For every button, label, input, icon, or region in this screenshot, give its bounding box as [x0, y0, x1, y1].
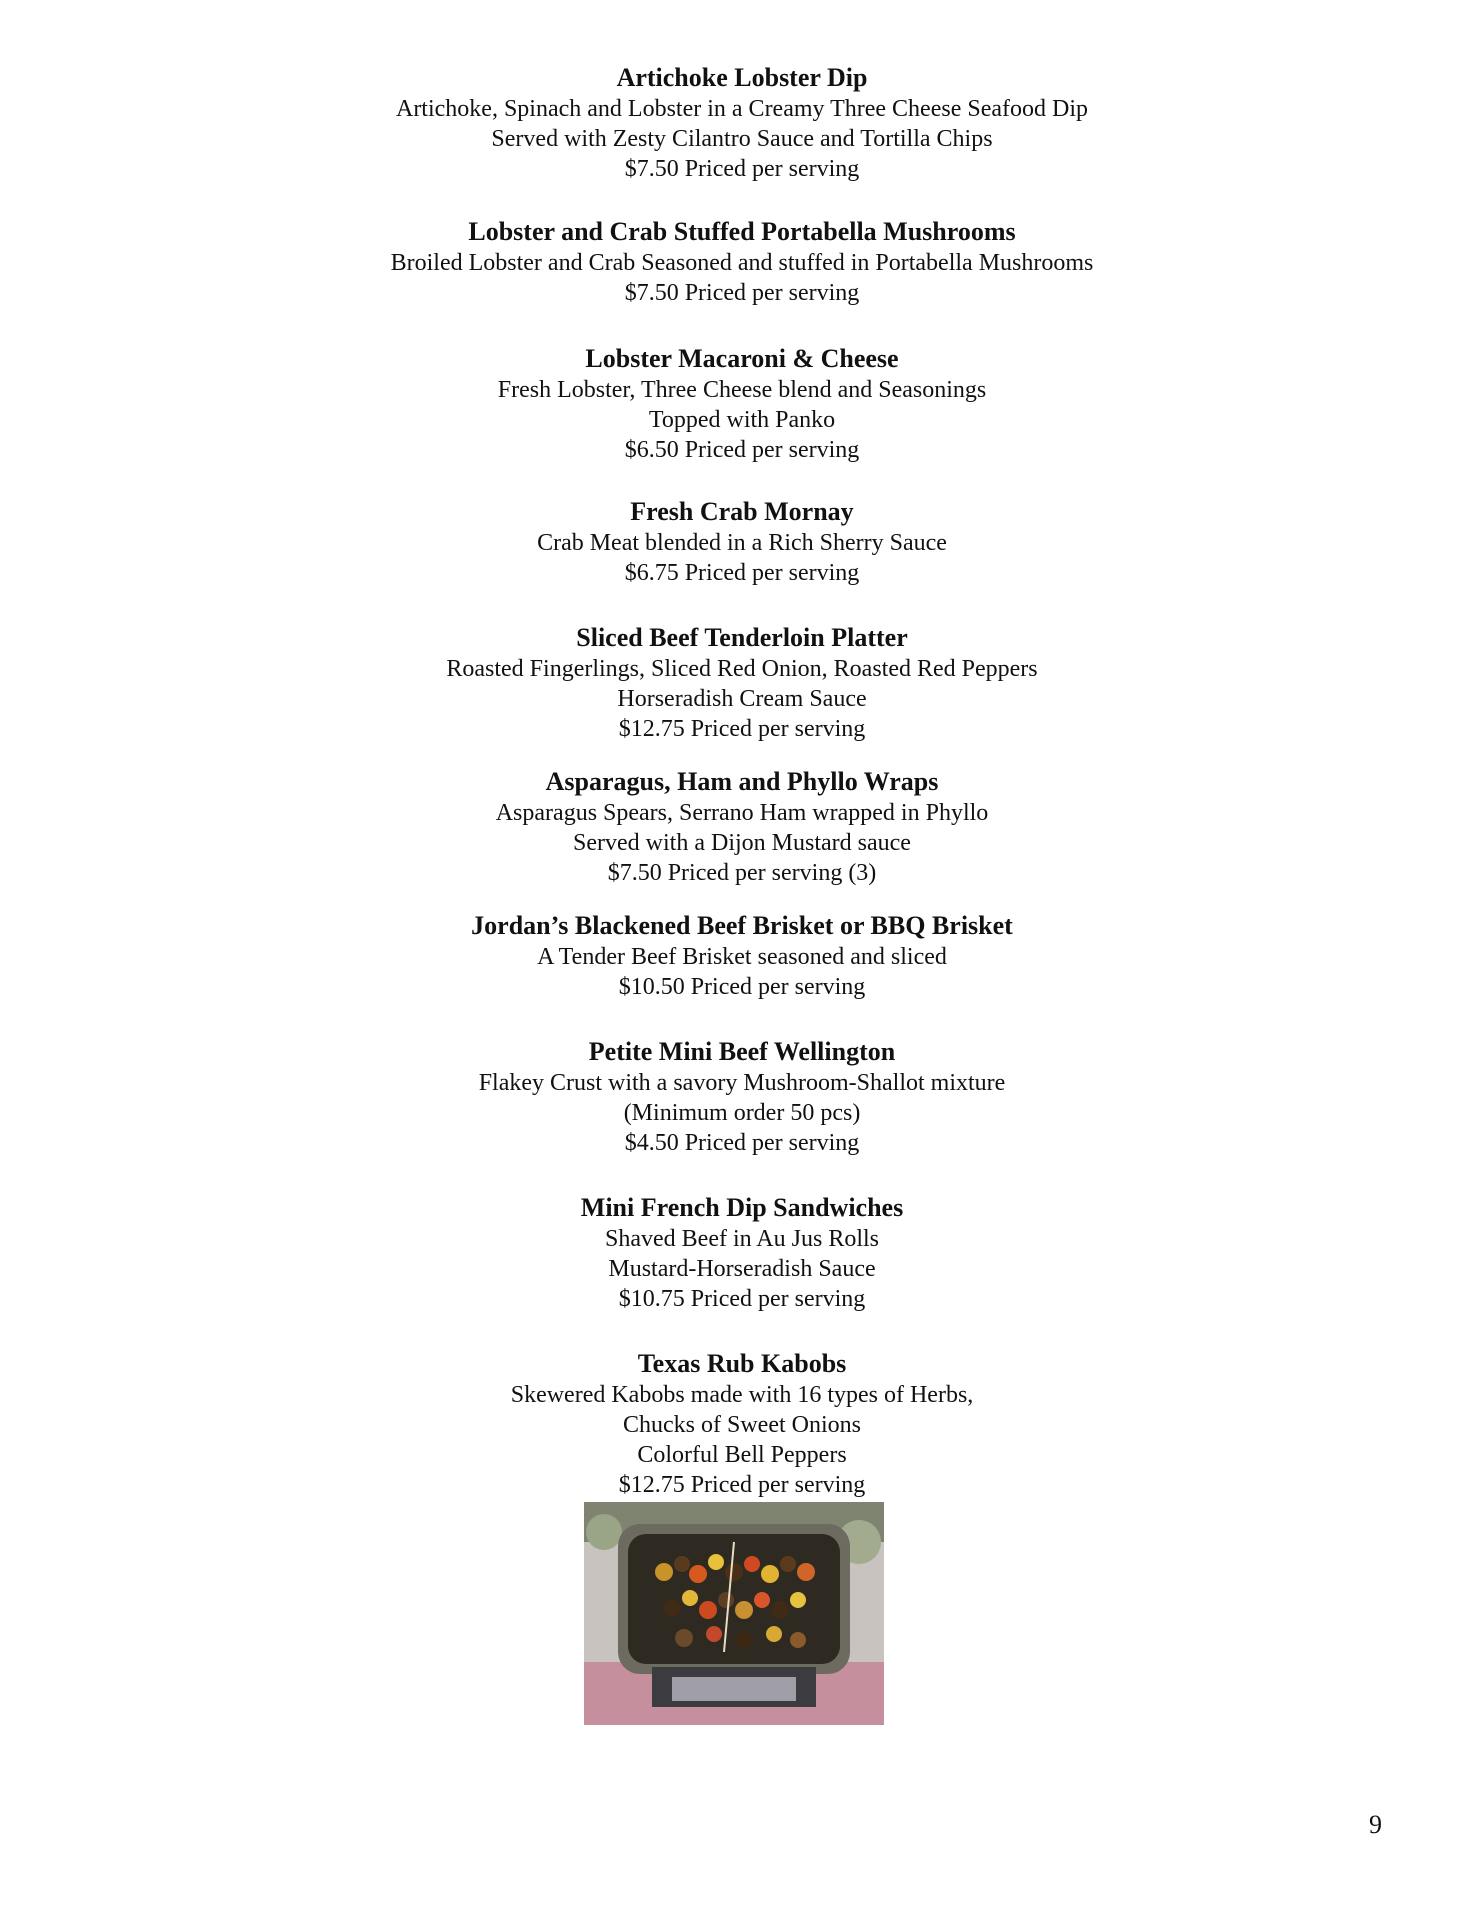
item-description: Served with a Dijon Mustard sauce: [573, 830, 911, 856]
menu-item-artichoke-lobster-dip: [0, 62, 1484, 184]
item-price: $6.50 Priced per serving: [624, 437, 860, 463]
item-description: A Tender Beef Brisket seasoned and sliced: [537, 944, 947, 970]
kabobs-photo-illustration: [584, 1502, 884, 1725]
menu-item-lobster-mac-cheese: [0, 343, 1484, 465]
item-description: Skewered Kabobs made with 16 types of Herbs,: [510, 1382, 974, 1408]
item-title: Sliced Beef Tenderloin Platter: [576, 623, 908, 652]
item-title: Mini French Dip Sandwiches: [580, 1193, 904, 1222]
item-description: Broiled Lobster and Crab Seasoned and stuffed in Portabella Mushrooms: [390, 250, 1094, 276]
item-description: Horseradish Cream Sauce: [617, 686, 867, 712]
item-price: $4.50 Priced per serving: [624, 1130, 860, 1156]
menu-item-texas-rub-kabobs: [0, 1348, 1484, 1500]
page-number: 9: [1369, 1810, 1382, 1839]
item-description: (Minimum order 50 pcs): [623, 1100, 861, 1126]
item-description: Fresh Lobster, Three Cheese blend and Seasonings: [497, 377, 987, 403]
kabobs-photo: [584, 1502, 884, 1725]
item-title: Artichoke Lobster Dip: [616, 63, 868, 92]
menu-item-phyllo-wraps: [0, 766, 1484, 888]
item-description: Roasted Fingerlings, Sliced Red Onion, Roasted Red Peppers: [446, 656, 1038, 682]
item-description: Shaved Beef in Au Jus Rolls: [605, 1226, 879, 1252]
item-title: Lobster and Crab Stuffed Portabella Mushrooms: [468, 217, 1016, 246]
menu-item-beef-tenderloin: [0, 622, 1484, 744]
item-description: Chucks of Sweet Onions: [623, 1412, 861, 1438]
item-price: $10.50 Priced per serving: [618, 974, 866, 1000]
menu-item-beef-wellington: [0, 1036, 1484, 1158]
item-description: Topped with Panko: [648, 407, 836, 433]
menu-item-stuffed-portabella: [0, 216, 1484, 308]
menu-item-french-dip: [0, 1192, 1484, 1314]
item-description: Mustard-Horseradish Sauce: [608, 1256, 876, 1282]
item-price: $7.50 Priced per serving: [624, 156, 860, 182]
item-title: Fresh Crab Mornay: [630, 497, 854, 526]
item-title: Petite Mini Beef Wellington: [588, 1037, 896, 1066]
item-price: $10.75 Priced per serving: [618, 1286, 866, 1312]
item-price: $12.75 Priced per serving: [618, 1472, 866, 1498]
item-title: Asparagus, Ham and Phyllo Wraps: [545, 767, 939, 796]
item-description: Colorful Bell Peppers: [637, 1442, 847, 1468]
item-price: $7.50 Priced per serving: [624, 280, 860, 306]
item-price: $12.75 Priced per serving: [618, 716, 866, 742]
item-title: Texas Rub Kabobs: [637, 1349, 847, 1378]
item-description: Crab Meat blended in a Rich Sherry Sauce: [537, 530, 947, 556]
item-description: Artichoke, Spinach and Lobster in a Creamy Three Cheese Seafood Dip: [395, 96, 1088, 122]
item-title: Lobster Macaroni & Cheese: [585, 344, 899, 373]
item-title: Jordan’s Blackened Beef Brisket or BBQ Brisket: [471, 911, 1013, 940]
item-description: Flakey Crust with a savory Mushroom-Shallot mixture: [478, 1070, 1006, 1096]
item-description: Asparagus Spears, Serrano Ham wrapped in Phyllo: [495, 800, 989, 826]
item-price: $6.75 Priced per serving: [624, 560, 860, 586]
item-description: Served with Zesty Cilantro Sauce and Tortilla Chips: [491, 126, 993, 152]
item-price: $7.50 Priced per serving (3): [607, 860, 877, 886]
menu-item-beef-brisket: [0, 910, 1484, 1002]
menu-item-crab-mornay: [0, 496, 1484, 588]
